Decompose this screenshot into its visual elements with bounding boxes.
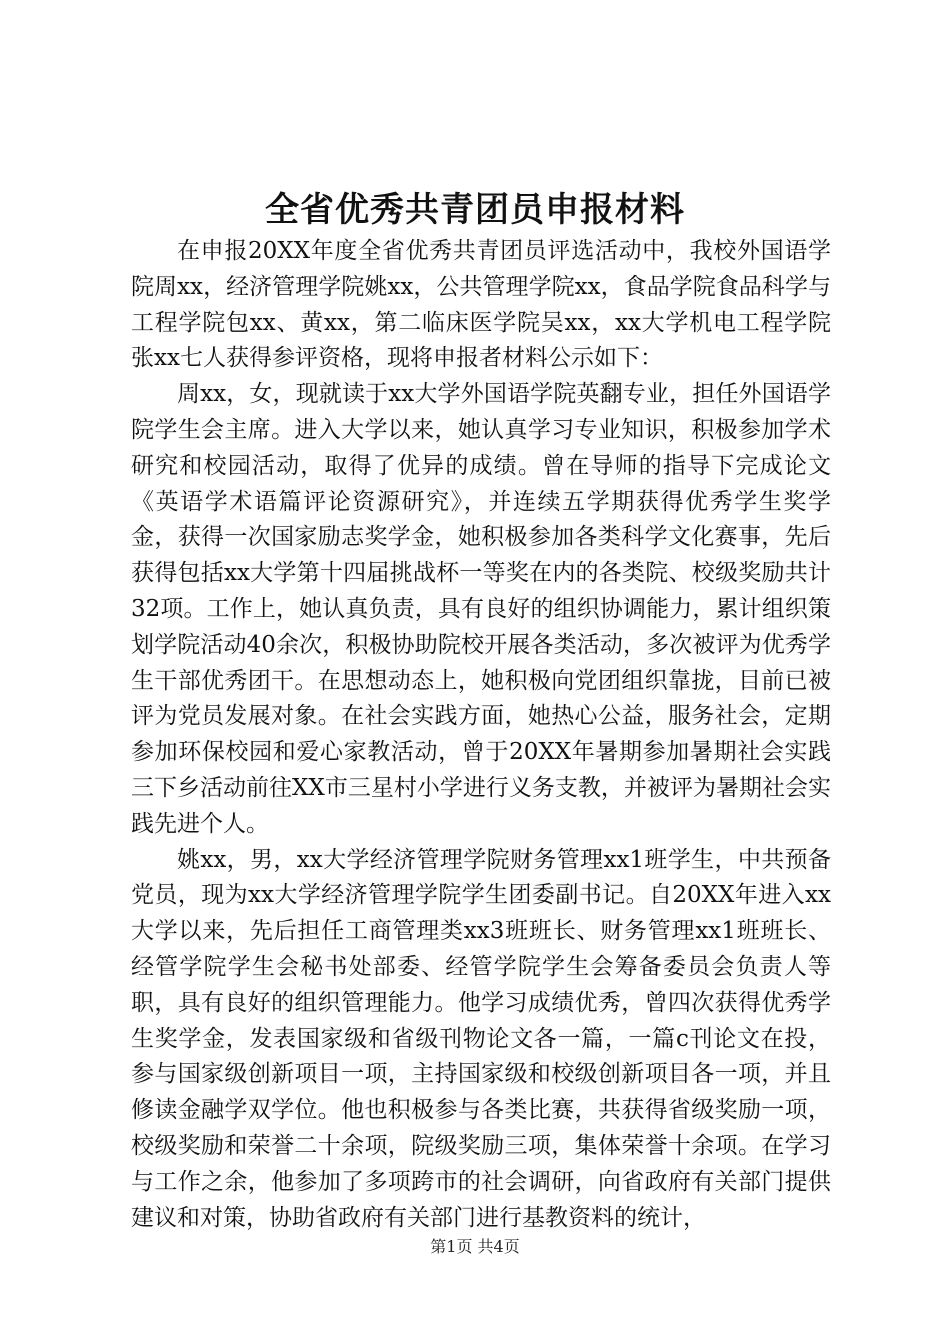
- document-title: 全省优秀共青团员申报材料: [265, 190, 685, 230]
- document-body: [131, 234, 831, 1236]
- paragraph-intro: 在申报20XX年度全省优秀共青团员评选活动中，我校外国语学院周xx，经济管理学院姚xx，公共管理学院xx，食品学院食品科学与工程学院包xx、黄xx，第二临床医学院吴xx，xx大学机电工程学院张xx七人获得参评资格，现将申报者材料公示如下：: [131, 238, 831, 372]
- page-footer: 第1页 共4页: [430, 1237, 520, 1256]
- paragraph-zhou: 周xx，女，现就读于xx大学外国语学院英翻专业，担任外国语学院学生会主席。进入大学以来，她认真学习专业知识，积极参加学术研究和校园活动，取得了优异的成绩。曾在导师的指导下完成论文《英语学术语篇评论资源研究》，并连续五学期获得优秀学生奖学金，获得一次国家励志奖学金，她积极参加各类科学文化赛事，先后获得包括xx大学第十四届挑战杯一等奖在内的各类院、校级奖励共计32项。工作上，她认真负责，具有良好的组织协调能力，累计组织策划学院活动40余次，积极协助院校开展各类活动，多次被评为优秀学生干部优秀团干。在思想动态上，她积极向党团组织靠拢，目前已被评为党员发展对象。在社会实践方面，她热心公益，服务社会，定期参加环保校园和爱心家教活动，曾于20XX年暑期参加暑期社会实践三下乡活动前往XX市三星村小学进行义务支教，并被评为暑期社会实践先进个人。: [131, 381, 831, 837]
- paragraph-yao: 姚xx，男，xx大学经济管理学院财务管理xx1班学生，中共预备党员，现为xx大学经济管理学院学生团委副书记。自20XX年进入xx大学以来，先后担任工商管理类xx3班班长、财务管理xx1班班长、经管学院学生会秘书处部委、经管学院学生会筹备委员会负责人等职，具有良好的组织管理能力。他学习成绩优秀，曾四次获得优秀学生奖学金，发表国家级和省级刊物论文各一篇，一篇c刊论文在投，参与国家级创新项目一项，主持国家级和校级创新项目各一项，并且修读金融学双学位。他也积极参与各类比赛，共获得省级奖励一项，校级奖励和荣誉二十余项，院级奖励三项，集体荣誉十余项。在学习与工作之余，他参加了多项跨市的社会调研，向省政府有关部门提供建议和对策，协助省政府有关部门进行基教资料的统计，: [131, 846, 831, 1231]
